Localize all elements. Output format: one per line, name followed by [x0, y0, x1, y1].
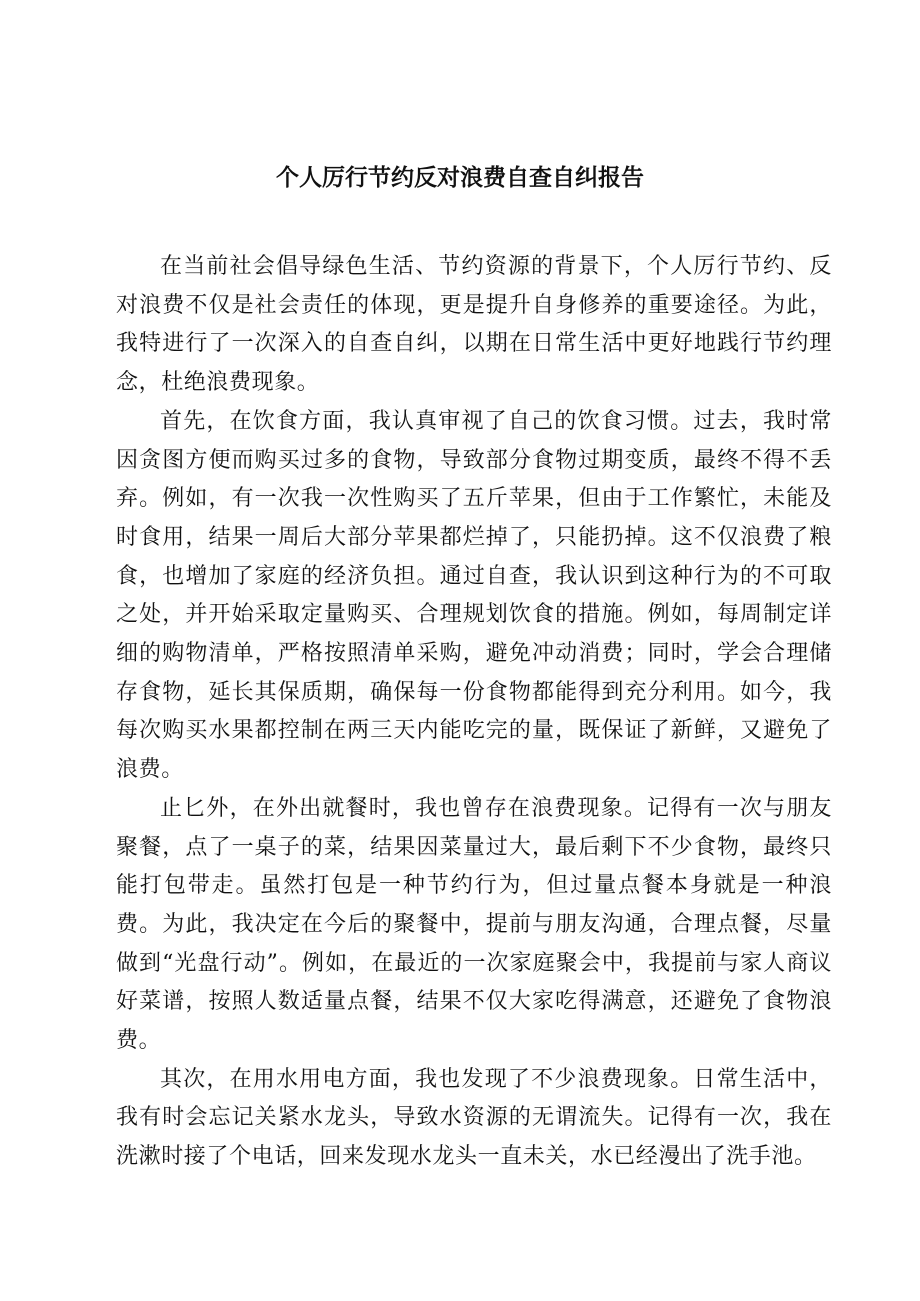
- paragraph-dining-out: 止匕外，在外出就餐时，我也曾存在浪费现象。记得有一次与朋友聚餐，点了一桌子的菜，结果因菜量过大，最后剩下不少食物，最终只能打包带走。虽然打包是一种节约行为，但过量点餐本身就是一种浪费。为此，我决定在今后的聚餐中，提前与朋友沟通，合理点餐，尽量做到“光盘行动”。例如，在最近的一次家庭聚会中，我提前与家人商议好菜谱，按照人数适量点餐，结果不仅大家吃得满意，还避免了食物浪费。: [116, 795, 832, 1054]
- paragraph-diet: 首先，在饮食方面，我认真审视了自己的饮食习惯。过去，我时常因贪图方便而购买过多的食物，导致部分食物过期变质，最终不得不丢弃。例如，有一次我一次性购买了五斤苹果，但由于工作繁忙，未能及时食用，结果一周后大部分苹果都烂掉了，只能扔掉。这不仅浪费了粮食，也增加了家庭的经济负担。通过自查，我认识到这种行为的不可取之处，并开始采取定量购买、合理规划饮食的措施。例如，每周制定详细的购物清单，严格按照清单采购，避免冲动消费；同时，学会合理储存食物，延长其保质期，确保每一份食物都能得到充分利用。如今，我每次购买水果都控制在两三天内能吃完的量，既保证了新鲜，又避免了浪费。: [116, 408, 832, 783]
- document-title: 个人厉行节约反对浪费自查自纠报告: [276, 165, 644, 191]
- paragraph-intro: 在当前社会倡导绿色生活、节约资源的背景下，个人厉行节约、反对浪费不仅是社会责任的体现，更是提升自身修养的重要途径。为此，我特进行了一次深入的自查自纠，以期在日常生活中更好地践行节约理念，杜绝浪费现象。: [116, 254, 832, 396]
- document-body: [116, 248, 832, 1177]
- paragraph-water-electricity: 其次，在用水用电方面，我也发现了不少浪费现象。日常生活中，我有时会忘记关紧水龙头，导致水资源的无谓流失。记得有一次，我在洗漱时接了个电话，回来发现水龙头一直未关，水已经漫出了洗手池。: [116, 1066, 832, 1170]
